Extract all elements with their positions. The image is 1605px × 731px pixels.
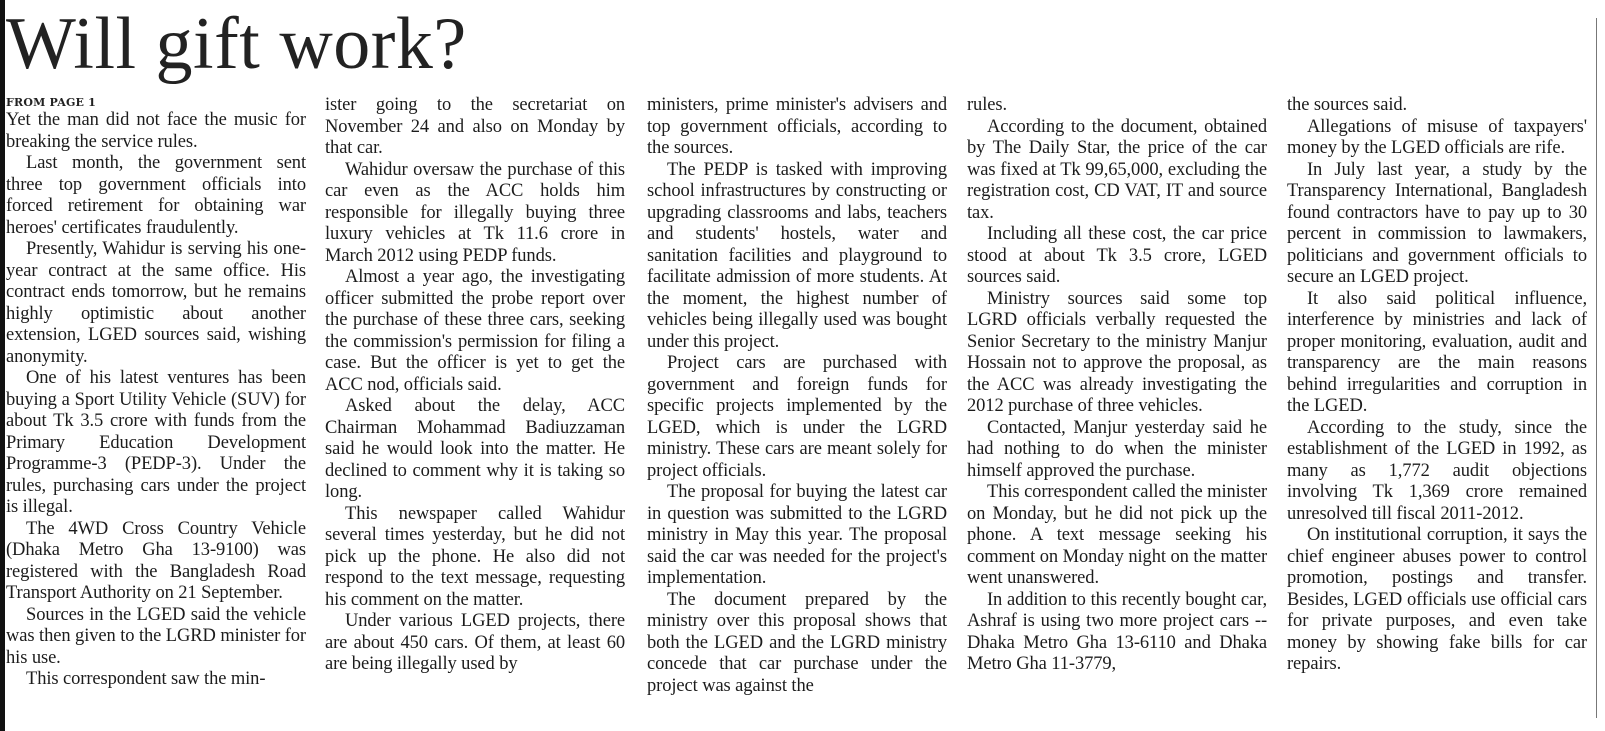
jump-line: FROM PAGE 1	[6, 96, 97, 109]
paragraph: Yet the man did not face the music for breaking the service rules.	[6, 110, 306, 152]
paragraph: This correspondent saw the min-	[26, 669, 266, 689]
paragraph: The PEDP is tasked with improving school infrastructures by constructing or upgrading classrooms and labs, teachers and students' hostels, water and sanitation facilities and playground to facilitate admission of more students. At the moment, the highest number of vehicles being illegally used was bought under this project.	[647, 159, 947, 352]
paragraph: Asked about the delay, ACC Chairman Mohammad Badiuzzaman said he would look into the matter. He declined to comment why it is taking so long.	[325, 396, 625, 502]
headline: Will gift work?	[6, 3, 467, 85]
article-body	[0, 95, 1605, 731]
paragraph: Ministry sources said some top LGRD officials verbally requested the Senior Secretary to the ministry Manjur Hossain not to approve the proposal, as the ACC was already investigating the 2012 purchase of three vehicles.	[967, 288, 1267, 416]
text-column-5	[1287, 95, 1587, 731]
paragraph: Contacted, Manjur yesterday said he had nothing to do when the minister himself approved the purchase.	[967, 417, 1267, 481]
paragraph: The proposal for buying the latest car in question was submitted to the LGRD ministry in May this year. The proposal said the car was needed for the project's implementation.	[647, 482, 947, 588]
paragraph: One of his latest ventures has been buying a Sport Utility Vehicle (SUV) for about Tk 3.5 crore with funds from the Primary Education Development Programme-3 (PEDP-3). Under the rules, purchasing cars under the project is illegal.	[6, 368, 306, 517]
text-column-1	[6, 95, 306, 731]
paragraph: In July last year, a study by the Transparency International, Bangladesh found contractors have to pay up to 30 percent in commission to lawmakers, politicians and government officials to secure an LGED project.	[1287, 159, 1587, 287]
paragraph: Wahidur oversaw the purchase of this car even as the ACC holds him responsible for illegally buying three luxury vehicles at Tk 11.6 crore in March 2012 using PEDP funds.	[325, 159, 625, 266]
paragraph: According to the study, since the establishment of the LGED in 1992, as many as 1,772 audit objections involving Tk 1,369 crore remained unresolved till fiscal 2011-2012.	[1287, 417, 1587, 524]
text-column-4	[967, 95, 1267, 731]
text-column-2	[325, 95, 625, 731]
paragraph: Including all these cost, the car price stood at about Tk 3.5 crore, LGED sources said.	[967, 224, 1267, 287]
paragraph: On institutional corruption, it says the chief engineer abuses power to control promotion, postings and transfer. Besides, LGED officials use official cars for private purposes, and even take money by showing fake bills for car repairs.	[1287, 525, 1587, 674]
paragraph: Allegations of misuse of taxpayers' money by the LGED officials are rife.	[1287, 116, 1587, 158]
paragraph: Project cars are purchased with government and foreign funds for specific projects implemented by the LGED, which is under the LGRD ministry. These cars are meant solely for project officials.	[647, 353, 947, 481]
paragraph: Sources in the LGED said the vehicle was then given to the LGRD minister for his use.	[6, 604, 306, 668]
paragraph: Presently, Wahidur is serving his one-year contract at the same office. His contract ends tomorrow, but he remains highly optimistic about another extension, LGED sources said, wishing anonymity.	[6, 239, 306, 367]
paragraph: It also said political influence, interference by ministries and lack of proper monitoring, evaluation, audit and transparency are the main reasons behind irregularities and corruption in the LGED.	[1287, 288, 1587, 416]
paragraph: ministers, prime minister's advisers and top government officials, according to the sources.	[647, 95, 947, 158]
paragraph: the sources said.	[1287, 95, 1408, 115]
paragraph: ister going to the secretariat on November 24 and also on Monday by that car.	[325, 95, 625, 158]
paragraph: This newspaper called Wahidur several times yesterday, but he did not pick up the phone. He also did not respond to the text message, requesting his comment on the matter.	[325, 503, 625, 610]
paragraph: This correspondent called the minister on Monday, but he did not pick up the phone. A text message seeking his comment on Monday night on the matter went unanswered.	[967, 482, 1267, 588]
text-column-3	[647, 95, 947, 731]
paragraph: Under various LGED projects, there are about 450 cars. Of them, at least 60 are being illegally used by	[325, 611, 625, 674]
paragraph: The 4WD Cross Country Vehicle (Dhaka Metro Gha 13-9100) was registered with the Bangladesh Road Transport Authority on 21 September.	[6, 518, 306, 603]
paragraph: The document prepared by the ministry over this proposal shows that both the LGED and the LGRD ministry concede that car purchase under the project was against the	[647, 589, 947, 696]
paragraph: Almost a year ago, the investigating officer submitted the probe report over the purchase of these three cars, seeking the commission's permission for filing a case. But the officer is yet to get the ACC nod, officials said.	[325, 267, 625, 395]
paragraph: Last month, the government sent three top government officials into forced retirement for obtaining war heroes' certificates fraudulently.	[6, 153, 306, 238]
paragraph: rules.	[967, 95, 1007, 115]
paragraph: According to the document, obtained by The Daily Star, the price of the car was fixed at Tk 99,65,000, excluding the registration cost, CD VAT, IT and source tax.	[967, 116, 1267, 223]
paragraph: In addition to this recently bought car, Ashraf is using two more project cars -- Dhaka Metro Gha 13-6110 and Dhaka Metro Gha 11-3779,	[967, 589, 1267, 674]
